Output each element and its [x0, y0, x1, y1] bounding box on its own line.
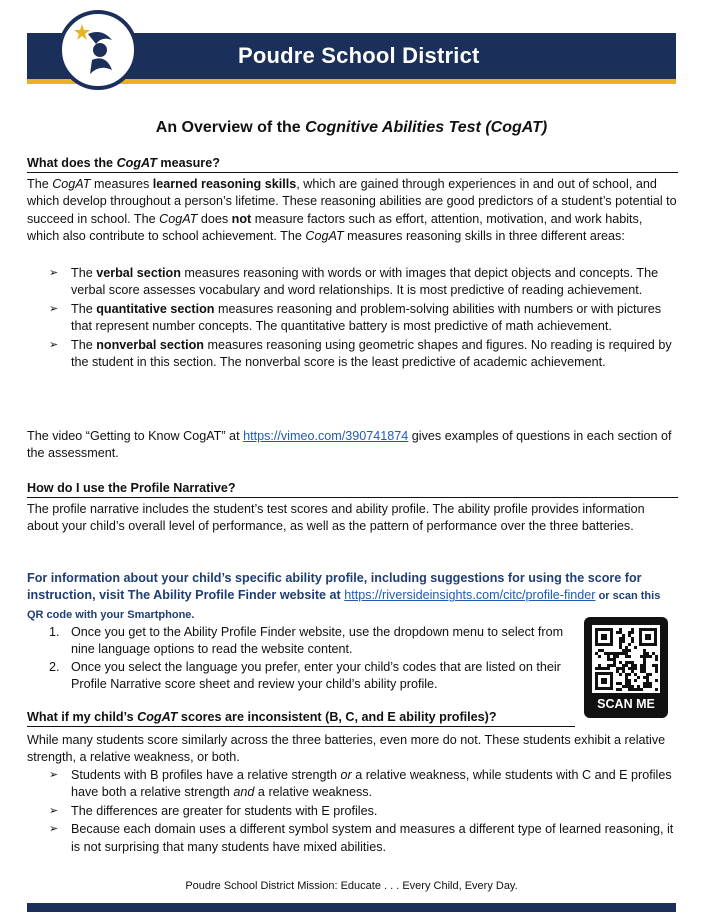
district-logo-icon	[58, 10, 138, 90]
footer-mission: Poudre School District Mission: Educate . . . Every Child, Every Day.	[185, 880, 518, 892]
list-item: ➢ The differences are greater for students with E profiles.	[47, 803, 677, 820]
profile-finder-paragraph: For information about your child’s specific ability profile, including suggestions for using the score for instruction, visit The Ability Profile Finder website at https://riversideinsights.com/citc/profile-finder or scan this QR code with your Smartphone.	[27, 571, 661, 621]
qr-scan-label: SCAN ME	[597, 697, 655, 711]
inconsistent-paragraph: While many students score similarly across the three batteries, even more do not. These students exhibit a relative strength, a relative weakness, or both.	[27, 733, 666, 765]
qr-code-badge[interactable]	[584, 617, 668, 718]
section-list-inconsistent	[47, 767, 677, 857]
profile-narrative-paragraph: The profile narrative includes the student’s test scores and ability profile. The ability profile provides information about your child’s overall level of performance, as well as the pattern of performance over the three batteries.	[27, 502, 645, 534]
video-paragraph: The video “Getting to Know CogAT” at https://vimeo.com/390741874 gives examples of questions in each section of the assessment.	[27, 429, 672, 461]
list-item: 2. Once you select the language you prefer, enter your child’s codes that are listed on their Profile Narrative score sheet and review your child’s ability profile.	[49, 659, 561, 692]
list-item: 1. Once you get to the Ability Profile Finder website, use the dropdown menu to select from nine language options to read the website content.	[49, 625, 564, 657]
arrow-bullet-icon: ➢	[49, 302, 59, 315]
list-item: ➢ The nonverbal section measures reasoning using geometric shapes and figures. No reading is required by the student in this section. The nonverbal score is the least predictive of academic achievement.	[49, 337, 672, 370]
vimeo-link[interactable]: https://vimeo.com/390741874	[243, 429, 409, 443]
section-heading-inconsistent: What if my child’s CogAT scores are inconsistent (B, C, and E ability profiles)?	[27, 710, 575, 727]
district-name: Poudre School District	[238, 43, 480, 68]
profile-finder-link[interactable]: https://riversideinsights.com/citc/profile-finder	[344, 588, 596, 603]
arrow-bullet-icon: ➢	[49, 338, 59, 351]
list-item: ➢ Students with B profiles have a relative strength or a relative weakness, while students with C and E profiles have both a relative strength and a relative weakness.	[49, 768, 672, 800]
section-heading-profile-narrative: How do I use the Profile Narrative?	[27, 481, 678, 498]
arrow-bullet-icon: ➢	[49, 267, 59, 279]
list-item: ➢ The verbal section measures reasoning with words or with images that depict objects and concepts. The verbal score assesses vocabulary and word relationships. It is most predictive of reading achievement.	[49, 266, 659, 298]
profile-finder-steps	[47, 624, 567, 694]
arrow-bullet-icon: ➢	[49, 823, 59, 836]
section-list-measure	[47, 265, 677, 372]
section-heading-measure: What does the CogAT measure?	[27, 156, 678, 173]
list-item: ➢ The quantitative section measures reasoning and problem-solving abilities with numbers or with pictures that represent number concepts. The quantitative battery is most predictive of math achievement.	[49, 301, 662, 334]
qr-code-icon	[592, 625, 660, 693]
list-item: ➢ Because each domain uses a different symbol system and measures a different type of learned reasoning, it is not surprising that many students have mixed abilities.	[49, 822, 674, 854]
arrow-bullet-icon: ➢	[49, 804, 59, 817]
page-title: An Overview of the Cognitive Abilities Test (CogAT)	[155, 119, 548, 136]
arrow-bullet-icon: ➢	[49, 769, 59, 781]
footer-band	[27, 903, 676, 912]
intro-paragraph: The CogAT measures learned reasoning skills, which are gained through experiences in and out of school, and which develop throughout a person’s lifetime. These reasoning abilities are good predictors of a student’s potential to succeed in school. The CogAT does not measure factors such as effort, attention, motivation, and work habits, which also contribute to school achievement. The CogAT measures reasoning skills in three different areas:	[27, 177, 677, 244]
